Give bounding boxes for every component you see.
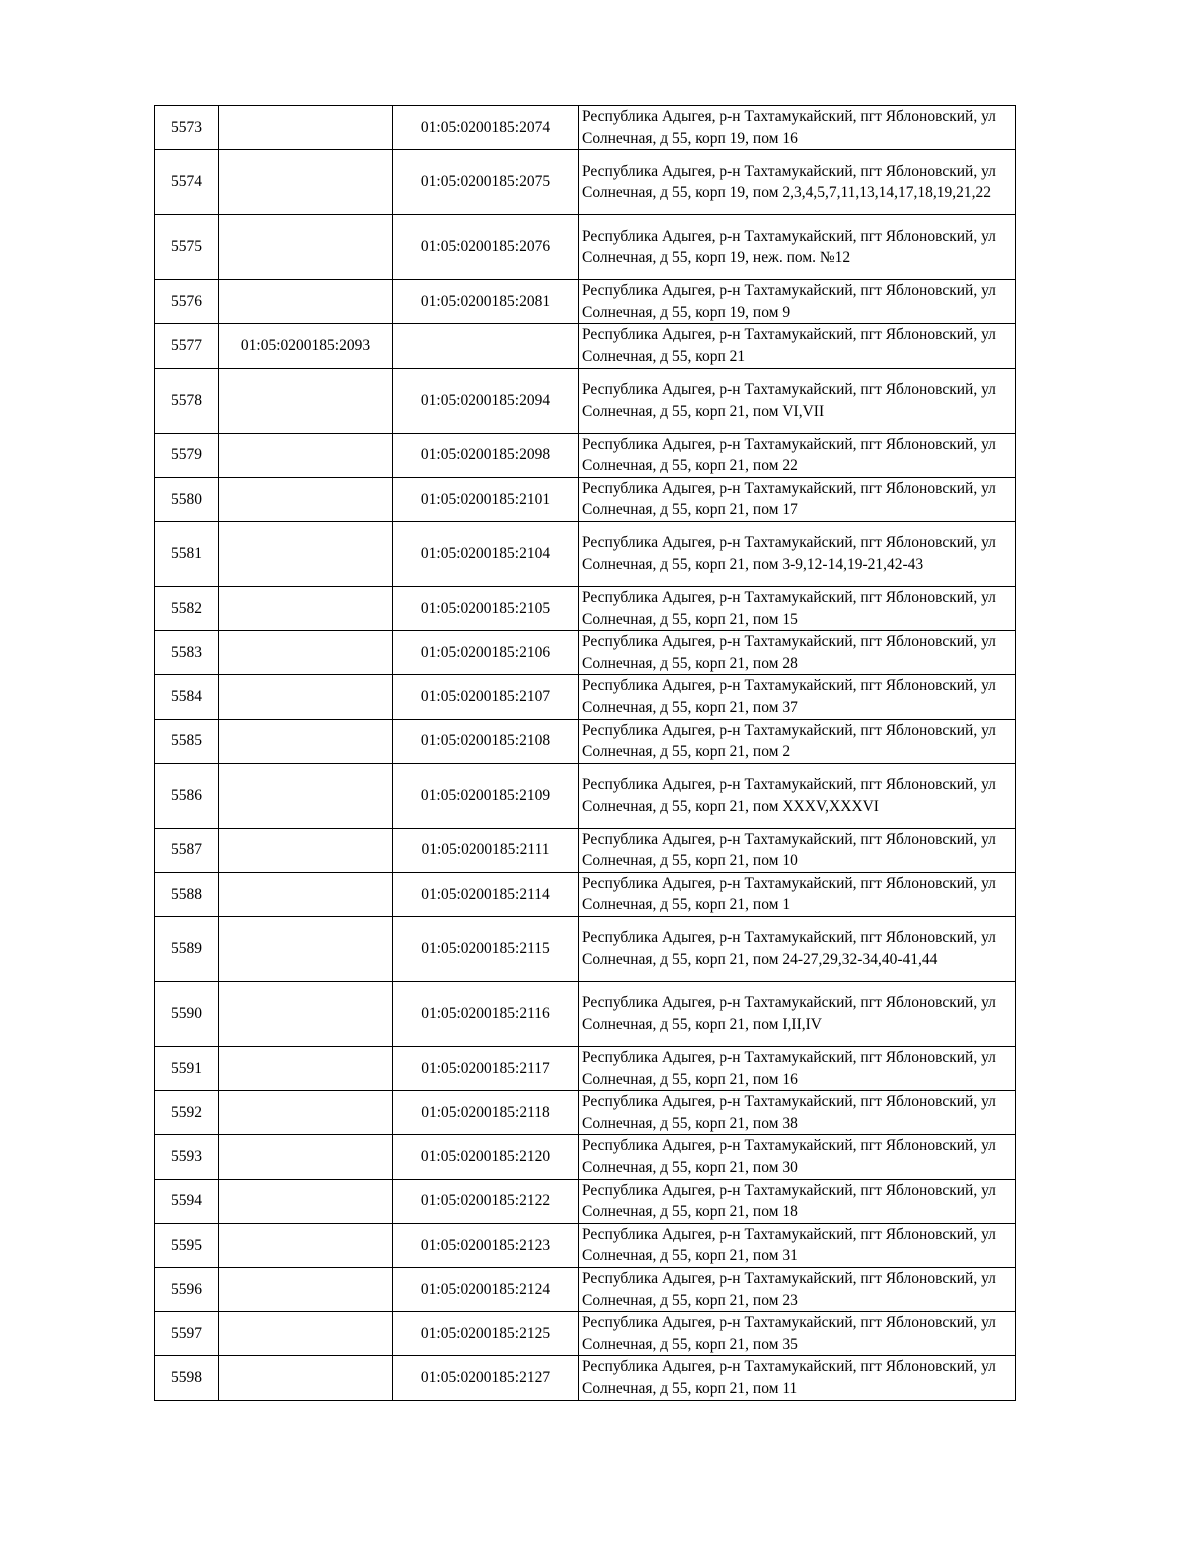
table-row <box>155 1312 1016 1356</box>
table-row <box>155 1047 1016 1091</box>
row-number: 5580 <box>155 477 219 521</box>
address-cell: Республика Адыгея, р-н Тахтамукайский, пгт Яблоновский, ул Солнечная, д 55, корп 21, пом 31 <box>579 1223 1016 1267</box>
address-cell: Республика Адыгея, р-н Тахтамукайский, пгт Яблоновский, ул Солнечная, д 55, корп 21, пом VI,VII <box>579 368 1016 433</box>
address-cell: Республика Адыгея, р-н Тахтамукайский, пгт Яблоновский, ул Солнечная, д 55, корп 21, пом 10 <box>579 828 1016 872</box>
object-cadastral-number: 01:05:0200185:2123 <box>393 1223 579 1267</box>
address-cell: Республика Адыгея, р-н Тахтамукайский, пгт Яблоновский, ул Солнечная, д 55, корп 19, неж. пом. №12 <box>579 215 1016 280</box>
table-row <box>155 1356 1016 1400</box>
table-row <box>155 982 1016 1047</box>
row-number: 5598 <box>155 1356 219 1400</box>
table-row <box>155 215 1016 280</box>
row-number: 5586 <box>155 763 219 828</box>
row-number: 5585 <box>155 719 219 763</box>
object-cadastral-number: 01:05:0200185:2076 <box>393 215 579 280</box>
land-cadastral-number <box>219 433 393 477</box>
object-cadastral-number: 01:05:0200185:2074 <box>393 106 579 150</box>
land-cadastral-number <box>219 280 393 324</box>
table-row <box>155 763 1016 828</box>
table-row <box>155 917 1016 982</box>
object-cadastral-number: 01:05:0200185:2081 <box>393 280 579 324</box>
land-cadastral-number <box>219 1356 393 1400</box>
address-cell: Республика Адыгея, р-н Тахтамукайский, пгт Яблоновский, ул Солнечная, д 55, корп 21, пом 37 <box>579 675 1016 719</box>
row-number: 5597 <box>155 1312 219 1356</box>
object-cadastral-number: 01:05:0200185:2125 <box>393 1312 579 1356</box>
table-body <box>155 106 1016 1401</box>
table-row <box>155 433 1016 477</box>
land-cadastral-number <box>219 521 393 586</box>
land-cadastral-number <box>219 1268 393 1312</box>
address-cell: Республика Адыгея, р-н Тахтамукайский, пгт Яблоновский, ул Солнечная, д 55, корп 21, пом 28 <box>579 631 1016 675</box>
land-cadastral-number: 01:05:0200185:2093 <box>219 324 393 368</box>
land-cadastral-number <box>219 872 393 916</box>
object-cadastral-number: 01:05:0200185:2104 <box>393 521 579 586</box>
row-number: 5584 <box>155 675 219 719</box>
object-cadastral-number: 01:05:0200185:2098 <box>393 433 579 477</box>
row-number: 5593 <box>155 1135 219 1179</box>
row-number: 5583 <box>155 631 219 675</box>
row-number: 5591 <box>155 1047 219 1091</box>
address-cell: Республика Адыгея, р-н Тахтамукайский, пгт Яблоновский, ул Солнечная, д 55, корп 21, пом 3-9,12-14,19-21,42-43 <box>579 521 1016 586</box>
land-cadastral-number <box>219 1179 393 1223</box>
land-cadastral-number <box>219 150 393 215</box>
table-row <box>155 719 1016 763</box>
object-cadastral-number: 01:05:0200185:2105 <box>393 586 579 630</box>
row-number: 5590 <box>155 982 219 1047</box>
address-cell: Республика Адыгея, р-н Тахтамукайский, пгт Яблоновский, ул Солнечная, д 55, корп 21, пом 24-27,29,32-34,40-41,44 <box>579 917 1016 982</box>
address-cell: Республика Адыгея, р-н Тахтамукайский, пгт Яблоновский, ул Солнечная, д 55, корп 21, пом 16 <box>579 1047 1016 1091</box>
address-cell: Республика Адыгея, р-н Тахтамукайский, пгт Яблоновский, ул Солнечная, д 55, корп 21, пом 17 <box>579 477 1016 521</box>
table-row <box>155 631 1016 675</box>
table-row <box>155 106 1016 150</box>
address-cell: Республика Адыгея, р-н Тахтамукайский, пгт Яблоновский, ул Солнечная, д 55, корп 21, пом 23 <box>579 1268 1016 1312</box>
object-cadastral-number: 01:05:0200185:2107 <box>393 675 579 719</box>
object-cadastral-number: 01:05:0200185:2127 <box>393 1356 579 1400</box>
object-cadastral-number: 01:05:0200185:2094 <box>393 368 579 433</box>
land-cadastral-number <box>219 1135 393 1179</box>
object-cadastral-number: 01:05:0200185:2122 <box>393 1179 579 1223</box>
land-cadastral-number <box>219 477 393 521</box>
table-row <box>155 1268 1016 1312</box>
object-cadastral-number: 01:05:0200185:2106 <box>393 631 579 675</box>
row-number: 5574 <box>155 150 219 215</box>
address-cell: Республика Адыгея, р-н Тахтамукайский, пгт Яблоновский, ул Солнечная, д 55, корп 21, пом 30 <box>579 1135 1016 1179</box>
object-cadastral-number: 01:05:0200185:2120 <box>393 1135 579 1179</box>
row-number: 5581 <box>155 521 219 586</box>
table-row <box>155 828 1016 872</box>
row-number: 5575 <box>155 215 219 280</box>
address-cell: Республика Адыгея, р-н Тахтамукайский, пгт Яблоновский, ул Солнечная, д 55, корп 21, пом 1 <box>579 872 1016 916</box>
row-number: 5592 <box>155 1091 219 1135</box>
table-row <box>155 1135 1016 1179</box>
object-cadastral-number: 01:05:0200185:2118 <box>393 1091 579 1135</box>
row-number: 5577 <box>155 324 219 368</box>
address-cell: Республика Адыгея, р-н Тахтамукайский, пгт Яблоновский, ул Солнечная, д 55, корп 19, пом 2,3,4,5,7,11,13,14,17,18,19,21,22 <box>579 150 1016 215</box>
table-row <box>155 1179 1016 1223</box>
land-cadastral-number <box>219 828 393 872</box>
land-cadastral-number <box>219 106 393 150</box>
address-cell: Республика Адыгея, р-н Тахтамукайский, пгт Яблоновский, ул Солнечная, д 55, корп 21, пом 18 <box>579 1179 1016 1223</box>
address-cell: Республика Адыгея, р-н Тахтамукайский, пгт Яблоновский, ул Солнечная, д 55, корп 21, пом 22 <box>579 433 1016 477</box>
object-cadastral-number: 01:05:0200185:2111 <box>393 828 579 872</box>
row-number: 5596 <box>155 1268 219 1312</box>
object-cadastral-number: 01:05:0200185:2109 <box>393 763 579 828</box>
land-cadastral-number <box>219 1312 393 1356</box>
land-cadastral-number <box>219 631 393 675</box>
table-row <box>155 675 1016 719</box>
land-cadastral-number <box>219 763 393 828</box>
land-cadastral-number <box>219 1047 393 1091</box>
object-cadastral-number: 01:05:0200185:2108 <box>393 719 579 763</box>
row-number: 5576 <box>155 280 219 324</box>
row-number: 5573 <box>155 106 219 150</box>
object-cadastral-number: 01:05:0200185:2117 <box>393 1047 579 1091</box>
row-number: 5582 <box>155 586 219 630</box>
address-cell: Республика Адыгея, р-н Тахтамукайский, пгт Яблоновский, ул Солнечная, д 55, корп 21, пом 35 <box>579 1312 1016 1356</box>
row-number: 5578 <box>155 368 219 433</box>
land-cadastral-number <box>219 586 393 630</box>
table-row <box>155 280 1016 324</box>
object-cadastral-number: 01:05:0200185:2075 <box>393 150 579 215</box>
table-row <box>155 586 1016 630</box>
property-table <box>154 105 1016 1401</box>
address-cell: Республика Адыгея, р-н Тахтамукайский, пгт Яблоновский, ул Солнечная, д 55, корп 19, пом 16 <box>579 106 1016 150</box>
table-row <box>155 477 1016 521</box>
table-row <box>155 150 1016 215</box>
address-cell: Республика Адыгея, р-н Тахтамукайский, пгт Яблоновский, ул Солнечная, д 55, корп 21, пом 38 <box>579 1091 1016 1135</box>
land-cadastral-number <box>219 982 393 1047</box>
object-cadastral-number: 01:05:0200185:2114 <box>393 872 579 916</box>
table-row <box>155 872 1016 916</box>
address-cell: Республика Адыгея, р-н Тахтамукайский, пгт Яблоновский, ул Солнечная, д 55, корп 21, пом 15 <box>579 586 1016 630</box>
object-cadastral-number <box>393 324 579 368</box>
land-cadastral-number <box>219 675 393 719</box>
row-number: 5594 <box>155 1179 219 1223</box>
land-cadastral-number <box>219 368 393 433</box>
table-row <box>155 521 1016 586</box>
table-row <box>155 324 1016 368</box>
table-row <box>155 1091 1016 1135</box>
address-cell: Республика Адыгея, р-н Тахтамукайский, пгт Яблоновский, ул Солнечная, д 55, корп 19, пом 9 <box>579 280 1016 324</box>
address-cell: Республика Адыгея, р-н Тахтамукайский, пгт Яблоновский, ул Солнечная, д 55, корп 21, пом XXXV,XXXVI <box>579 763 1016 828</box>
land-cadastral-number <box>219 1223 393 1267</box>
land-cadastral-number <box>219 1091 393 1135</box>
row-number: 5588 <box>155 872 219 916</box>
land-cadastral-number <box>219 719 393 763</box>
row-number: 5579 <box>155 433 219 477</box>
object-cadastral-number: 01:05:0200185:2124 <box>393 1268 579 1312</box>
table-row <box>155 368 1016 433</box>
object-cadastral-number: 01:05:0200185:2116 <box>393 982 579 1047</box>
address-cell: Республика Адыгея, р-н Тахтамукайский, пгт Яблоновский, ул Солнечная, д 55, корп 21, пом I,II,IV <box>579 982 1016 1047</box>
row-number: 5587 <box>155 828 219 872</box>
land-cadastral-number <box>219 215 393 280</box>
object-cadastral-number: 01:05:0200185:2115 <box>393 917 579 982</box>
address-cell: Республика Адыгея, р-н Тахтамукайский, пгт Яблоновский, ул Солнечная, д 55, корп 21, пом 2 <box>579 719 1016 763</box>
object-cadastral-number: 01:05:0200185:2101 <box>393 477 579 521</box>
row-number: 5595 <box>155 1223 219 1267</box>
address-cell: Республика Адыгея, р-н Тахтамукайский, пгт Яблоновский, ул Солнечная, д 55, корп 21, пом 11 <box>579 1356 1016 1400</box>
land-cadastral-number <box>219 917 393 982</box>
address-cell: Республика Адыгея, р-н Тахтамукайский, пгт Яблоновский, ул Солнечная, д 55, корп 21 <box>579 324 1016 368</box>
row-number: 5589 <box>155 917 219 982</box>
table-row <box>155 1223 1016 1267</box>
